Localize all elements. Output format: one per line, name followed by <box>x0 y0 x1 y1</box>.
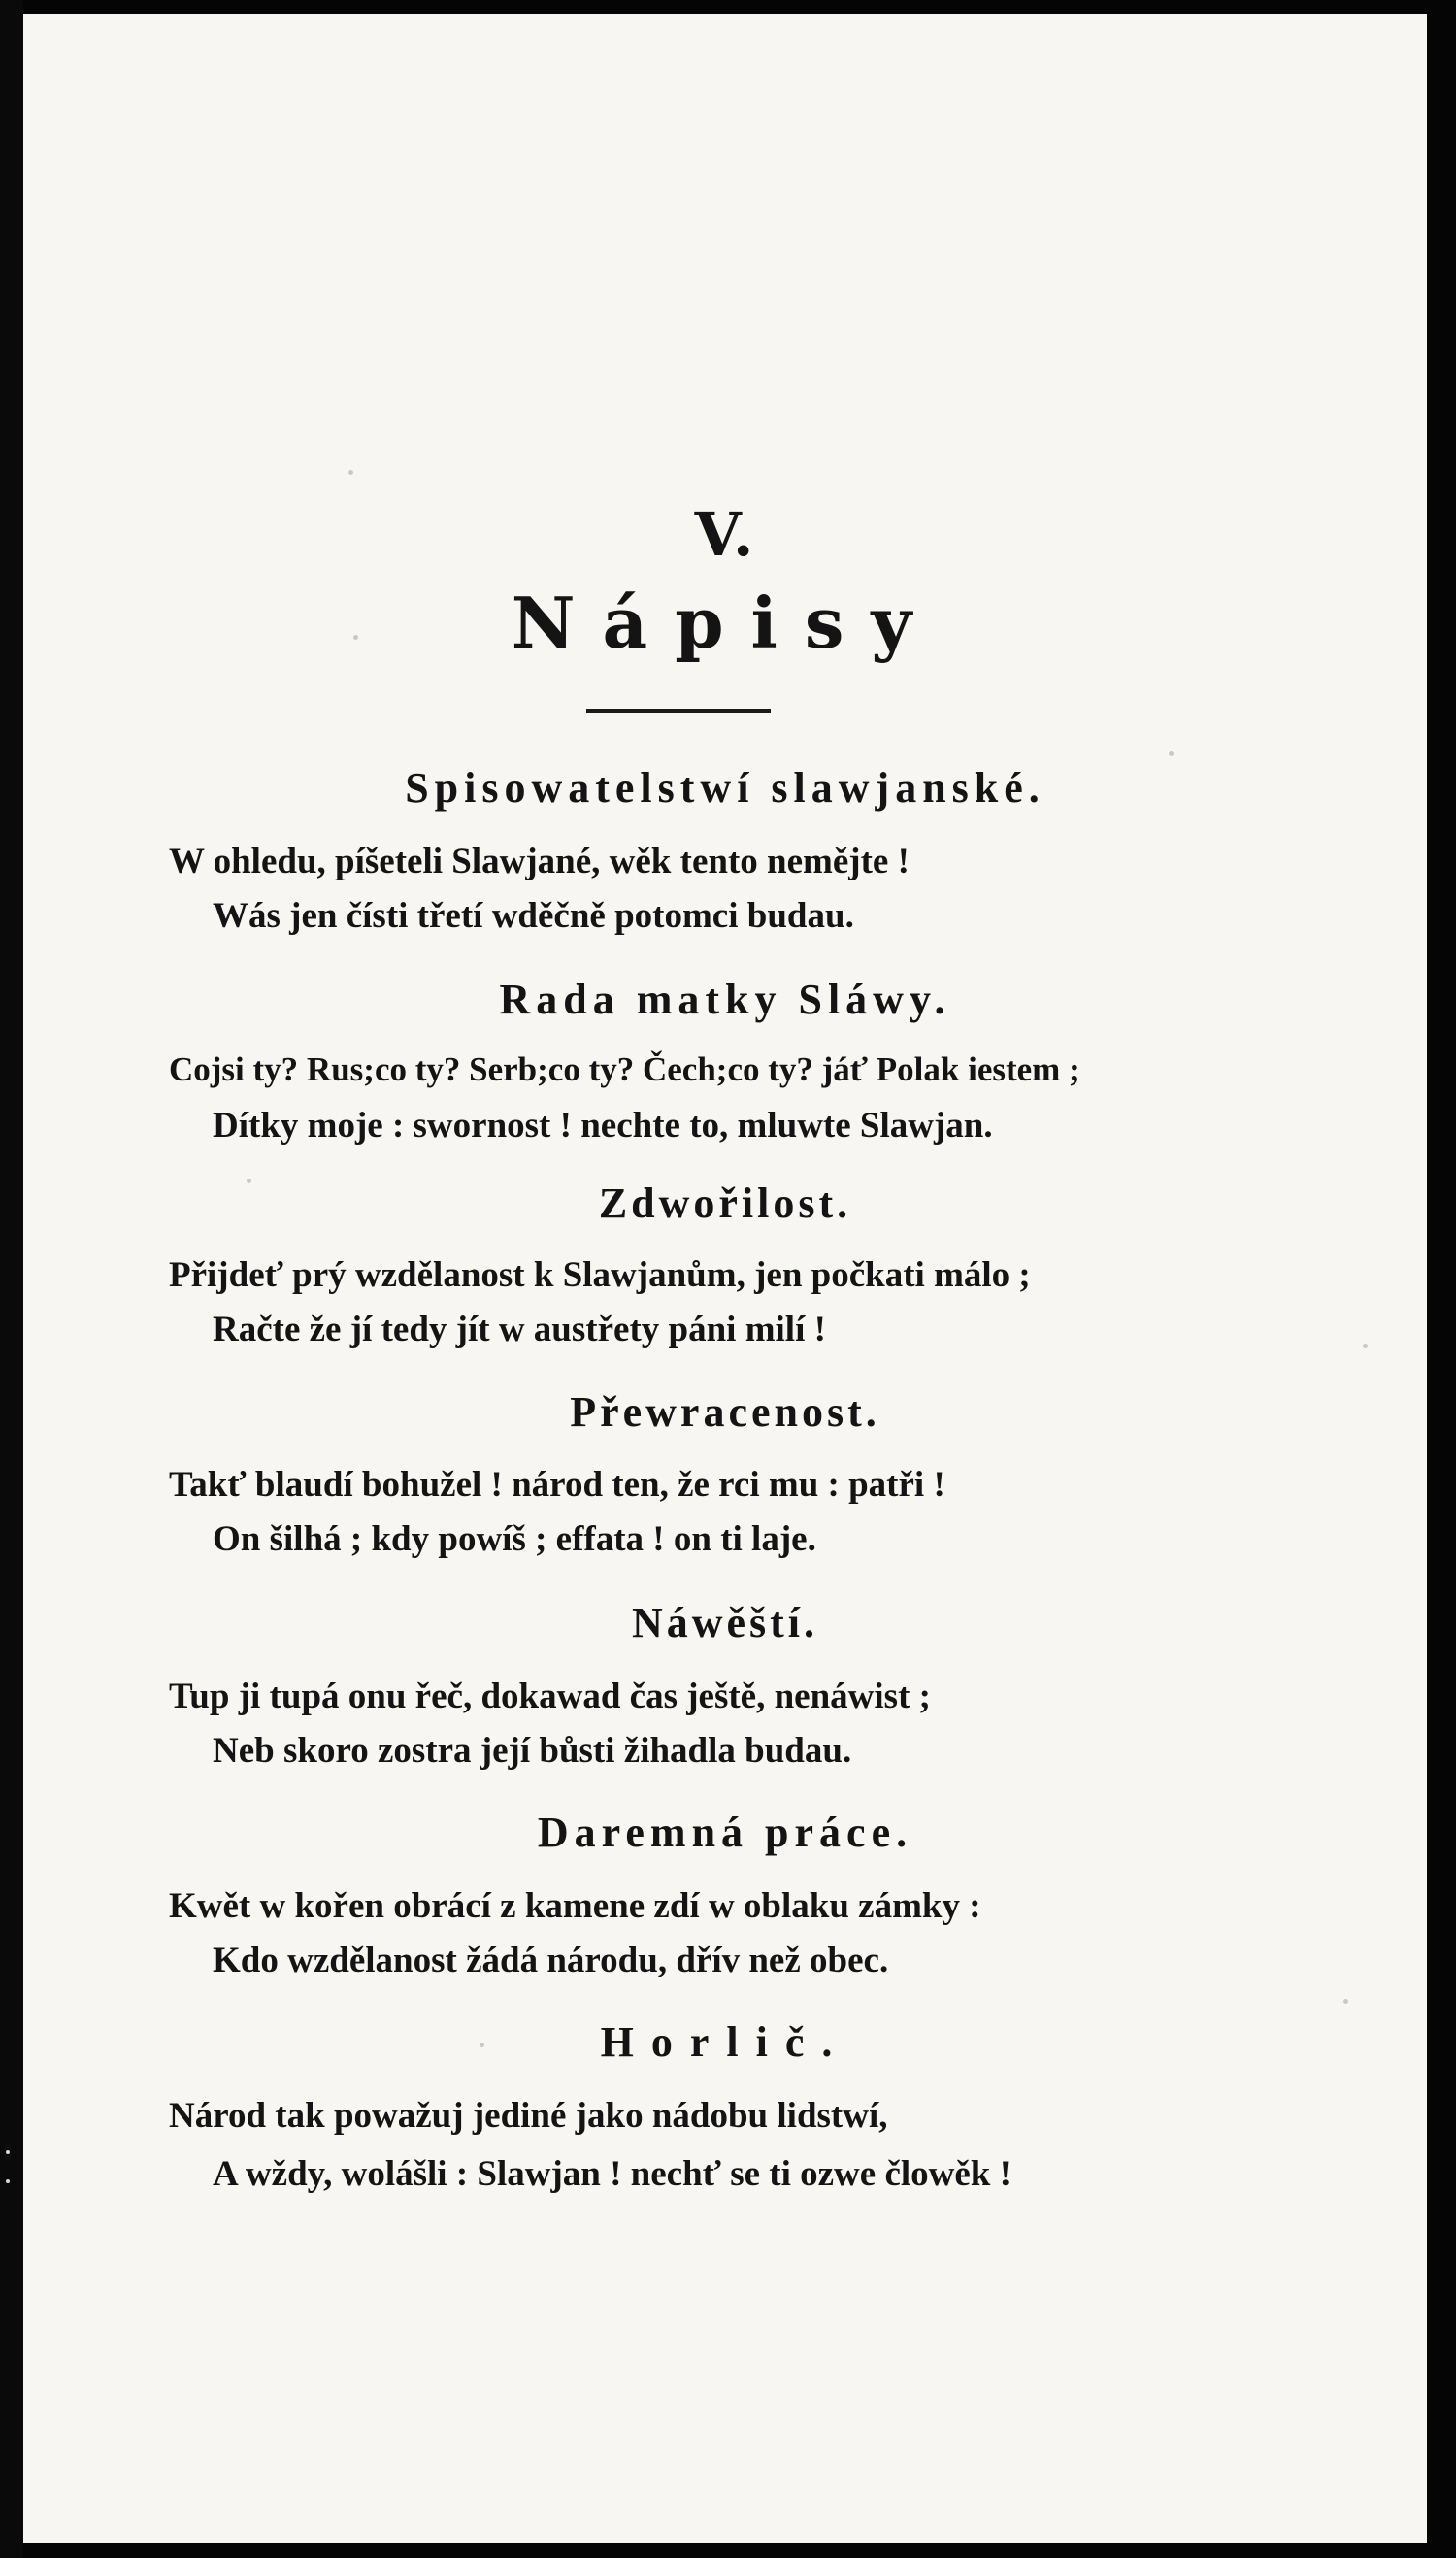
scan-speck <box>1363 1344 1368 1348</box>
scan-speck <box>348 470 353 475</box>
verse-line: Přijdeť prý wzdělanost k Slawjanům, jen počkati málo ; <box>169 1255 1031 1295</box>
verse-line: Kdo wzdělanost žádá národu, dřív než obec. <box>213 1941 889 1980</box>
verse-line: Takť blaudí bohužel ! národ ten, že rci mu : patři ! <box>169 1465 945 1505</box>
title-rule <box>586 709 771 713</box>
verse-line: W ohledu, píšeteli Slawjané, wěk tento nemějte ! <box>169 842 910 881</box>
page-text <box>23 14 1427 2543</box>
section-heading: Zdwořilost. <box>598 1179 852 1227</box>
edge-speck <box>6 2179 10 2183</box>
book-page <box>23 14 1427 2543</box>
verse-line: Wás jen čísti třetí wděčně potomci budau. <box>213 896 854 936</box>
left-binding-edge <box>0 0 23 2558</box>
edge-speck <box>6 2150 10 2154</box>
section-heading: Přewracenost. <box>570 1388 880 1436</box>
verse-line: Dítky moje : swornost ! nechte to, mluwte Slawjan. <box>213 1106 993 1146</box>
section-heading: Rada matky Sláwy. <box>499 976 951 1023</box>
section-heading: Daremná práce. <box>537 1809 913 1856</box>
scan-speck <box>1169 751 1174 756</box>
chapter-number: V. <box>694 499 756 570</box>
section-heading: Horlič. <box>600 2018 850 2066</box>
verse-line: Cojsi ty? Rus;co ty? Serb;co ty? Čech;co ty? jáť Polak iestem ; <box>169 1050 1080 1088</box>
chapter-title: Nápisy <box>511 581 940 664</box>
verse-line: Kwět w kořen obrácí z kamene zdí w oblaku zámky : <box>169 1886 981 1926</box>
verse-line: Račte že jí tedy jít w austřety páni milí ! <box>213 1310 826 1349</box>
scan-speck <box>480 2043 484 2047</box>
scan-speck <box>1343 1999 1348 2004</box>
verse-line: Národ tak powažuj jediné jako nádobu lidstwí, <box>169 2096 888 2136</box>
scan-speck <box>247 1179 251 1183</box>
scan-speck <box>353 635 358 640</box>
verse-line: Neb skoro zostra její bůsti žihadla budau. <box>213 1731 852 1771</box>
section-heading: Náwěští. <box>631 1599 819 1646</box>
verse-line: Tup ji tupá onu řeč, dokawad čas ještě, nenáwist ; <box>169 1677 931 1716</box>
section-heading: Spisowatelstwí slawjanské. <box>405 764 1045 812</box>
verse-line: On šilhá ; kdy powíš ; effata ! on ti laje. <box>213 1519 816 1559</box>
verse-line: A wždy, wolášli : Slawjan ! nechť se ti ozwe člowěk ! <box>213 2154 1011 2194</box>
